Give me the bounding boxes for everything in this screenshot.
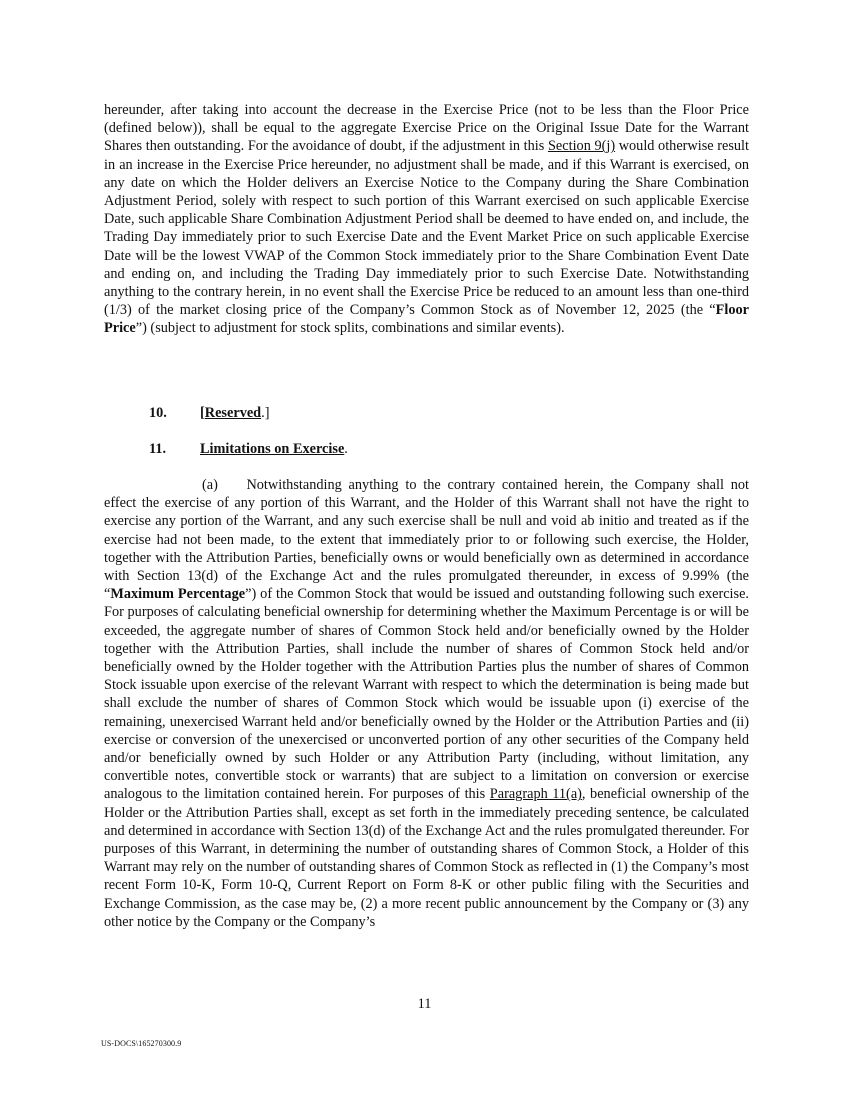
paragraph-text: , beneficial ownership of the Holder or the Attribution Parties shall, except as set forth in the immediately preceding sentence, be calculated and determined in accordance with Section 13(d) of the Exchange Act and the rules promulgated thereunder. For purposes of this Warrant, in determining the number of outstanding shares of Common Stock, a Holder of this Warrant may rely on the number of outstanding shares of Common Stock as reflected in (1) the Company’s most recent Form 10-K, Form 10-Q, Current Report on Form 8-K or other public filing with the Securities and Exchange Commission, as the case may be, (2) a more recent public announcement by the Company or (3) any other notice by the Company or the Company’s bbox=[104, 786, 749, 930]
paragraph-text: (a) Notwithstanding anything to the contrary contained herein, the Company shall not effect the exercise of any portion of this Warrant, and the Holder of this Warrant shall not have the right to exercise any portion of the Warrant, and any such exercise shall be null and void ab initio and treated as if the exercise had not been made, to the extent that immediately prior to or following such exercise, the Holder, together with the Attribution Parties, beneficially owns or would beneficially own as determined in accordance with Section 13(d) of the Exchange Act and the rules promulgated thereunder, in excess of 9.99% (the “ bbox=[104, 477, 749, 603]
paragraph-continued bbox=[104, 101, 749, 338]
section-11-heading bbox=[149, 440, 348, 458]
section-title: Reserved bbox=[204, 405, 262, 421]
section-period: . bbox=[344, 441, 348, 457]
section-bracket-close: .] bbox=[261, 405, 270, 421]
section-number: 10. bbox=[149, 405, 167, 421]
paragraph-text: hereunder, after taking into account the decrease in the Exercise Price (not to be less than the Floor Price (defined below)), shall be equal to the aggregate Exercise Price on the Original Issue Date for the Warrant Shares then outstanding. For the avoidance of doubt, if the adjustment in this bbox=[104, 102, 749, 155]
page-number: 11 bbox=[417, 996, 432, 1012]
document-id: US-DOCS\165270300.9 bbox=[101, 1039, 182, 1048]
paragraph-reference: Paragraph 11(a) bbox=[489, 786, 582, 803]
section-number: 11. bbox=[149, 441, 167, 457]
section-bracket: [ bbox=[200, 405, 205, 421]
defined-term-floor-price: Floor Price bbox=[104, 302, 749, 337]
paragraph-11a bbox=[104, 476, 749, 931]
section-reference: Section 9(j) bbox=[547, 138, 616, 155]
paragraph-text: would otherwise result in an increase in the Exercise Price hereunder, no adjustment shall be made, and if this Warrant is exercised, on any date on which the Holder delivers an Exercise Notice to the Company during the Share Combination Adjustment Period, solely with respect to such portion of this Warrant exercised on such applicable Exercise Date, such applicable Share Combination Adjustment Period shall be deemed to have ended on, and include, the Trading Day immediately prior to such Exercise Date and the Event Market Price on such applicable Exercise Date will be the lowest VWAP of the Common Stock immediately prior to the Share Combination Event Date and ending on, and including the Trading Day immediately prior to such Exercise Date. Notwithstanding anything to the contrary herein, in no event shall the Exercise Price be reduced to an amount less than one-third (1/3) of the market closing price of the Company’s Common Stock as of November 12, 2025 (the “ bbox=[104, 138, 750, 319]
defined-term-maximum-percentage: Maximum Percentage bbox=[110, 586, 246, 603]
paragraph-text: ”) (subject to adjustment for stock splits, combinations and similar events). bbox=[135, 320, 565, 337]
paragraph-text: ”) of the Common Stock that would be issued and outstanding following such exercise. For purposes of calculating beneficial ownership for determining whether the Maximum Percentage is or will be exceeded, the aggregate number of shares of Common Stock held and/or beneficially owned by the Holder together with the Attribution Parties, shall include the number of shares of Common Stock held and/or beneficially owned by the Holder together with the Attribution Parties plus the number of shares of Common Stock issuable upon exercise of the relevant Warrant with respect to which the determination is being made but shall exclude the number of shares of Common Stock which would be issuable upon (i) exercise of the remaining, unexercised Warrant held and/or beneficially owned by the Holder or the Attribution Parties and (ii) exercise or conversion of the unexercised or unconverted portion of any other securities of the Company held and/or beneficially owned by such Holder or any Attribution Party (including, without limitation, any convertible notes, convertible stock or warrants) that are subject to a limitation on conversion or exercise analogous to the limitation contained herein. For purposes of this bbox=[104, 586, 750, 803]
section-10-heading bbox=[149, 404, 269, 422]
section-title: Limitations on Exercise bbox=[200, 441, 345, 457]
